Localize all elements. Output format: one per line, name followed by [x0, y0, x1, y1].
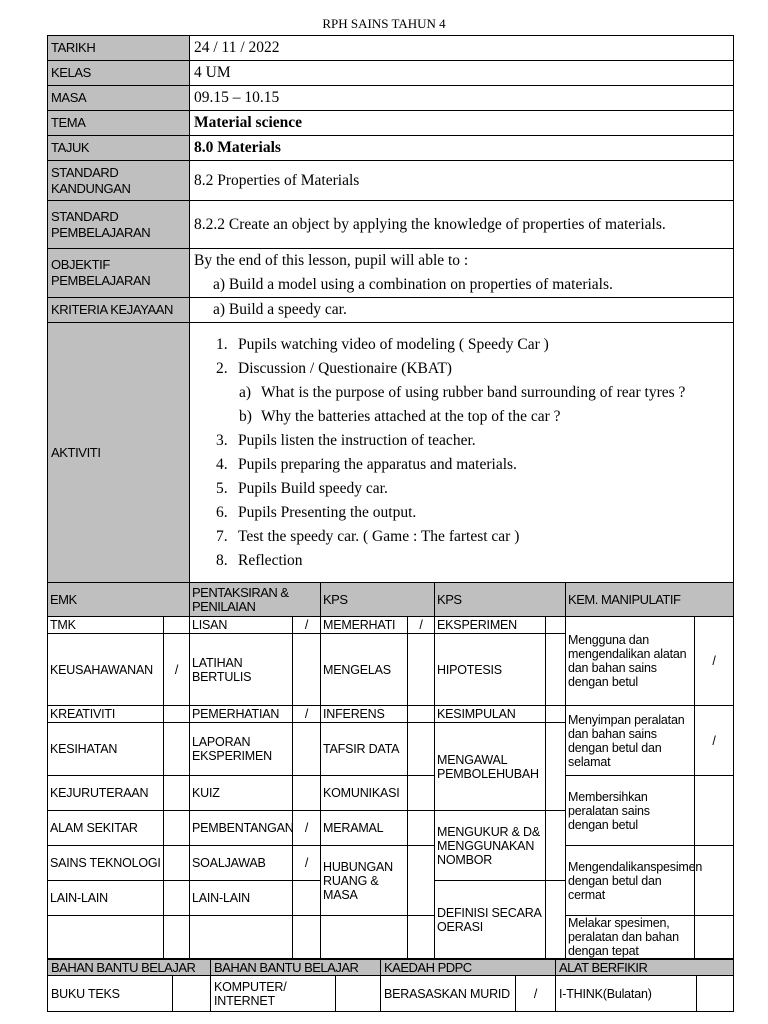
pentaksiran-mark — [293, 916, 321, 959]
kps-mark — [408, 811, 435, 846]
aktiviti-item-marker: 5. — [216, 480, 228, 497]
kem-item: Mengguna dan mengendalikan alatan dan bahan sains dengan betul — [566, 617, 695, 706]
objektif-item-marker: a) — [213, 276, 226, 293]
emk-mark — [164, 776, 190, 811]
emk-mark: / — [164, 634, 190, 706]
aktiviti-item — [194, 357, 729, 381]
bahan-bantu-item-1: BUKU TEKS — [48, 976, 173, 1012]
aktiviti-item-marker: 8. — [216, 552, 228, 569]
kps-item: DEFINISI SECARA OERASI — [435, 881, 546, 959]
emk-item: KEUSAHAWANAN — [48, 634, 164, 706]
emk-item: KEJURUTERAAN — [48, 776, 164, 811]
objektif-label: OBJEKTIF PEMBELAJARAN — [48, 249, 190, 298]
pentaksiran-item: LAPORAN EKSPERIMEN — [190, 723, 293, 776]
bahan-bantu-header-2: BAHAN BANTU BELAJAR — [211, 960, 381, 976]
kelas-label: KELAS — [48, 61, 190, 86]
aktiviti-subitem — [194, 381, 729, 405]
kps-mark — [546, 617, 566, 634]
kps-item: HIPOTESIS — [435, 634, 546, 706]
tarikh-value: 24 / 11 / 2022 — [190, 36, 734, 61]
bahan-bantu-mark-2 — [336, 976, 381, 1012]
emk-item-empty — [48, 916, 164, 959]
kem-item: Mengendalikanspesimen dengan betul dan cermat — [566, 846, 695, 916]
aktiviti-item-marker: 4. — [216, 456, 228, 473]
aktiviti-list — [194, 333, 729, 573]
emk-item: SAINS TEKNOLOGI — [48, 846, 164, 881]
aktiviti-subitem — [194, 405, 729, 429]
pentaksiran-mark — [293, 634, 321, 706]
aktiviti-item-marker: 7. — [216, 528, 228, 545]
document-title: RPH SAINS TAHUN 4 — [322, 16, 446, 31]
aktiviti-item-text: What is the purpose of using rubber band surrounding of rear tyres ? — [261, 384, 686, 401]
aktiviti-item — [194, 453, 729, 477]
kem-manipulatif-header: KEM. MANIPULATIF — [566, 583, 734, 617]
aktiviti-item-marker: 6. — [216, 504, 228, 521]
aktiviti-item-text: Why the batteries attached at the top of the car ? — [261, 408, 561, 425]
alat-berfikir-mark — [697, 976, 734, 1012]
kps-mark — [408, 776, 435, 811]
kps-mark — [546, 723, 566, 811]
kriteria-item-marker: a) — [213, 301, 226, 318]
kps-item: TAFSIR DATA — [321, 723, 408, 776]
pentaksiran-header: PENTAKSIRAN & PENILAIAN — [190, 583, 321, 617]
pentaksiran-item: PEMBENTANGAN — [190, 811, 293, 846]
kem-mark: / — [695, 617, 734, 706]
pentaksiran-item: KUIZ — [190, 776, 293, 811]
standard-pembelajaran-value: 8.2.2 Create an object by applying the knowledge of properties of materials. — [190, 201, 734, 249]
masa-label: MASA — [48, 86, 190, 111]
lesson-details-table — [47, 35, 734, 584]
emk-mark — [164, 811, 190, 846]
bahan-bantu-header-1: BAHAN BANTU BELAJAR — [48, 960, 211, 976]
pentaksiran-mark: / — [293, 617, 321, 634]
kps-mark — [546, 811, 566, 881]
kem-mark — [695, 916, 734, 959]
alat-berfikir-header: ALAT BERFIKIR — [556, 960, 734, 976]
emk-mark — [164, 846, 190, 881]
objektif-intro: By the end of this lesson, pupil will able to : — [194, 252, 469, 269]
kriteria-label: KRITERIA KEJAYAAN — [48, 298, 190, 323]
objektif-item-a — [194, 273, 729, 297]
kem-mark — [695, 846, 734, 916]
objektif-value — [190, 249, 734, 298]
pentaksiran-item: LAIN-LAIN — [190, 881, 293, 916]
kps-header-2: KPS — [435, 583, 566, 617]
emk-item: LAIN-LAIN — [48, 881, 164, 916]
aktiviti-label: AKTIVITI — [48, 323, 190, 584]
tajuk-label: TAJUK — [48, 136, 190, 161]
aktiviti-item-text: Pupils Presenting the output. — [238, 504, 417, 521]
emk-item: ALAM SEKITAR — [48, 811, 164, 846]
kps-item: EKSPERIMEN — [435, 617, 546, 634]
emk-mark — [164, 723, 190, 776]
aktiviti-item-text: Reflection — [238, 552, 303, 569]
kps-item: MERAMAL — [321, 811, 408, 846]
emk-mark — [164, 617, 190, 634]
kps-mark — [546, 881, 566, 959]
aktiviti-item-text: Pupils watching video of modeling ( Speedy Car ) — [238, 336, 549, 353]
kelas-value: 4 UM — [190, 61, 734, 86]
aktiviti-item-text: Pupils listen the instruction of teacher. — [238, 432, 476, 449]
kps-item: KOMUNIKASI — [321, 776, 408, 811]
assessment-grid-table — [47, 582, 734, 959]
aktiviti-item — [194, 549, 729, 573]
kps-item: MENGAWAL PEMBOLEHUBAH — [435, 723, 546, 811]
kem-item: Menyimpan peralatan dan bahan sains dengan betul dan selamat — [566, 706, 695, 776]
pentaksiran-item: LATIHAN BERTULIS — [190, 634, 293, 706]
masa-value: 09.15 – 10.15 — [190, 86, 734, 111]
kem-mark: / — [695, 706, 734, 776]
kps-header-1: KPS — [321, 583, 435, 617]
pentaksiran-mark: / — [293, 811, 321, 846]
alat-berfikir-item: I-THINK(Bulatan) — [556, 976, 697, 1012]
aktiviti-item-marker: 3. — [216, 432, 228, 449]
kem-item: Melakar spesimen, peralatan dan bahan dengan tepat — [566, 916, 695, 959]
kem-item: Membersihkan peralatan sains dengan betul — [566, 776, 695, 846]
aktiviti-item-marker: a) — [239, 384, 252, 401]
kps-mark — [546, 634, 566, 706]
pentaksiran-mark — [293, 723, 321, 776]
kps-item: INFERENS — [321, 706, 408, 723]
tema-value: Material science — [190, 111, 734, 136]
kps-item: HUBUNGAN RUANG & MASA — [321, 846, 408, 916]
bahan-bantu-item-2: KOMPUTER/ INTERNET — [211, 976, 336, 1012]
kem-mark — [695, 776, 734, 846]
emk-header: EMK — [48, 583, 190, 617]
pentaksiran-mark: / — [293, 706, 321, 723]
kps-item: MENGELAS — [321, 634, 408, 706]
pentaksiran-item: PEMERHATIAN — [190, 706, 293, 723]
standard-kandungan-value: 8.2 Properties of Materials — [190, 161, 734, 201]
kps-mark — [408, 706, 435, 723]
emk-mark — [164, 916, 190, 959]
kps-mark — [408, 846, 435, 916]
kps-mark: / — [408, 617, 435, 634]
aktiviti-item-text: Discussion / Questionaire (KBAT) — [238, 360, 452, 377]
emk-item: TMK — [48, 617, 164, 634]
aktiviti-item — [194, 525, 729, 549]
emk-item: KESIHATAN — [48, 723, 164, 776]
pentaksiran-mark — [293, 881, 321, 916]
kriteria-item-text: Build a speedy car. — [228, 301, 347, 318]
kps-mark — [408, 634, 435, 706]
kps-item-empty — [321, 916, 408, 959]
aktiviti-item-text: Pupils preparing the apparatus and materials. — [238, 456, 517, 473]
tarikh-label: TARIKH — [48, 36, 190, 61]
kps-mark — [408, 916, 435, 959]
kaedah-pdpc-header: KAEDAH PDPC — [381, 960, 556, 976]
tema-label: TEMA — [48, 111, 190, 136]
emk-mark — [164, 881, 190, 916]
resources-table — [47, 959, 734, 1012]
aktiviti-item — [194, 477, 729, 501]
emk-mark — [164, 706, 190, 723]
objektif-item-text: Build a model using a combination on properties of materials. — [228, 276, 613, 293]
kriteria-value — [190, 298, 734, 323]
kps-item: KESIMPULAN — [435, 706, 546, 723]
kps-mark — [546, 706, 566, 723]
aktiviti-item — [194, 429, 729, 453]
aktiviti-item — [194, 333, 729, 357]
aktiviti-item — [194, 501, 729, 525]
standard-pembelajaran-label: STANDARD PEMBELAJARAN — [48, 201, 190, 249]
aktiviti-item-text: Test the speedy car. ( Game : The fartest car ) — [238, 528, 520, 545]
emk-item: KREATIVITI — [48, 706, 164, 723]
pentaksiran-mark — [293, 776, 321, 811]
aktiviti-item-text: Pupils Build speedy car. — [238, 480, 388, 497]
standard-kandungan-label: STANDARD KANDUNGAN — [48, 161, 190, 201]
pentaksiran-item: LISAN — [190, 617, 293, 634]
pentaksiran-item: SOALJAWAB — [190, 846, 293, 881]
aktiviti-value — [190, 323, 734, 584]
kps-item: MEMERHATI — [321, 617, 408, 634]
bahan-bantu-mark-1 — [173, 976, 211, 1012]
kaedah-pdpc-mark: / — [516, 976, 556, 1012]
tajuk-value: 8.0 Materials — [190, 136, 734, 161]
pentaksiran-mark: / — [293, 846, 321, 881]
aktiviti-item-marker: 1. — [216, 336, 228, 353]
kaedah-pdpc-item: BERASASKAN MURID — [381, 976, 516, 1012]
aktiviti-item-marker: b) — [239, 408, 252, 425]
kps-item: MENGUKUR & D& MENGGUNAKAN NOMBOR — [435, 811, 546, 881]
pentaksiran-item-empty — [190, 916, 293, 959]
kps-mark — [408, 723, 435, 776]
aktiviti-item-marker: 2. — [216, 360, 228, 377]
